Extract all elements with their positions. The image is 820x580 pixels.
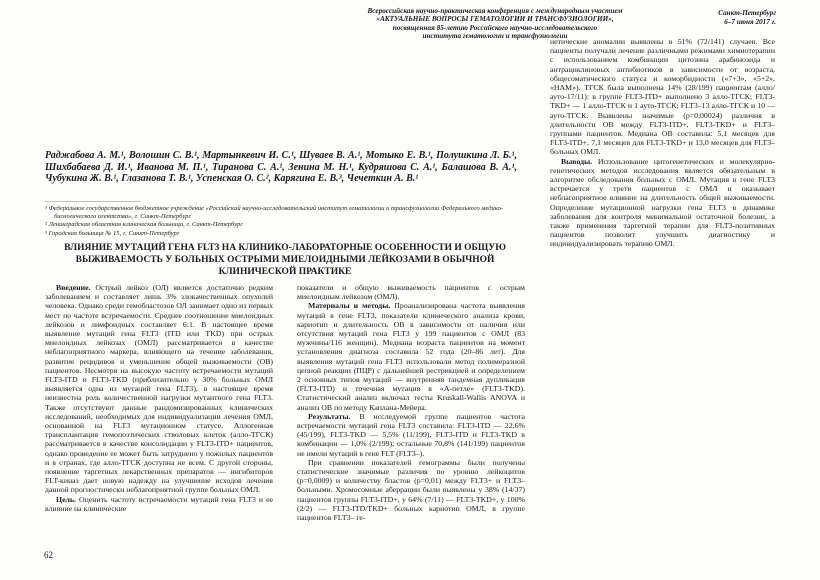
- conference-header-line: института гематологии и трансфузиологии: [422, 32, 568, 41]
- text-column-1: [45, 283, 273, 565]
- conference-place-date: [680, 9, 776, 27]
- section-lead-conclusions: Выводы.: [561, 156, 593, 166]
- abstract-title: ВЛИЯНИЕ МУТАЦИЙ ГЕНА FLT3 НА КЛИНИКО-ЛАБОРАТОРНЫЕ ОСОБЕННОСТИ И ОБЩУЮ ВЫЖИВАЕМОСТЬ У БОЛЬНЫХ ОСТРЫМИ МИЕЛОИДНЫМИ ЛЕЙКОЗАМИ В ОБЫЧНОЙ КЛИНИЧЕСКОЙ ПРАКТИКЕ: [64, 243, 506, 277]
- paragraph-text: Оценить частоту встречаемости мутаций гена FLT3 и ее влияние на клинические: [45, 494, 273, 513]
- section-lead-introduction: Введение.: [56, 283, 91, 292]
- paragraph-text: Использование цитогенетических и молекулярно-генетических методов исследования является обязательным в алгоритме обследования больных с ОМЛ. Мутация в гене FLT3 встречается у трети пациентов с ОМЛ и оказывает неблагоприятное влияние на длительность общей выживаемости. Определение мутационной нагрузки гена FLT3 в динамике заболевания для контроля минимальной остаточной болезни, а также применения таргетной терапии для FLT3-позитивных пациентов позволит улучшить диагностику и индивидуализировать терапию ОМЛ.: [550, 156, 775, 249]
- paragraph-text: При сравнении показателей гемограммы были получены статистические значимые различия по уровню лейкоцитов (p=0,0009) и количеству бластов (p=0,01) между FLT3+ и FLT3– больными. Хромосомные аберрации были выявлены у 38% (14/37) пациентов группы FLT3-ITD+, у 64% (7/11) — FLT3-TKD+, у 100% (2/2) — FLT3-ITD/TKD+ больных кариотип ОМЛ, в группе пациентов FLT3– ге-: [297, 457, 525, 523]
- paragraph-text: Проанализирована частота выявления мутаций в гене FLT3, показатели клинического анализа крови, кариотип и длительность ОВ в зависимости от наличия или отсутствия мутаций гена FLT3 у 199 пациентов с ОМЛ (83 мужчины/116 женщин). Медиана возраста пациентов на момент установления диагноза составила 52 года (20–86 лет). Для выявления мутаций гена FLT3 использовали метод полимеразной цепной реакции (ПЦР) с дальнейшей рестрикцией и определением 2 основных типов мутаций — внутренняя тандемная дупликация (FLT3-ITD) и точечная мутация в «А-петле» (FLT3-TKD). Статистический анализ включал тесты Kruskall-Wallis ANOVA и анализ ОВ по методу Каплана-Мейера.: [297, 301, 525, 412]
- paragraph-results: [297, 412, 525, 458]
- conference-header-line: «АКТУАЛЬНЫЕ ВОПРОСЫ ГЕМАТОЛОГИИ И ТРАНСФУЗИОЛОГИИ»,: [376, 15, 614, 24]
- conference-header-line: Всероссийская научно-практическая конференция с международным участием: [367, 7, 623, 15]
- conference-place: Санкт-Петербург: [718, 9, 776, 17]
- conference-header: [300, 7, 690, 41]
- section-lead-results: Результаты.: [308, 411, 351, 421]
- affiliations: [45, 205, 517, 238]
- page-number: 62: [44, 550, 53, 560]
- paragraph-results-continued: [550, 37, 775, 157]
- paragraph-text: показатели и общую выживаемость пациентов с острым миелоидным лейкозом (ОМЛ).: [297, 283, 525, 302]
- affiliation-1: ¹ Федеральное государственное бюджетное учреждение «Российский научно-исследовательский институт гематологии и трансфузиологии Федерального медико-биологического агентства», г. Санкт-Петербург: [45, 205, 503, 220]
- authors-list: Раджабова А. М.¹, Волошин С. В.¹, Мартынкевич И. С.¹, Шуваев В. А.¹, Мотыко Е. В.¹, Полушкина Л. Б.¹, Шихбабаева Д. И.¹, Иванова М. П.¹, Тиранова С. А.¹, Зенина М. Н.¹, Кудряшова С. А.¹, Балашова В. А.¹, Чубукина Ж. В.¹, Глазанова Т. В.¹, Успенская О. С.², Карягина Е. В.³, Чечеткин А. В.¹: [45, 150, 517, 185]
- paragraph-results-2: [297, 458, 525, 522]
- footnote-rule: [45, 201, 141, 202]
- text-column-3: [550, 37, 775, 249]
- paragraph-text: Острый лейкоз (ОЛ) является достаточно редким заболеванием и составляет лишь 3% злокачественных опухолей человека. Однако среди гемобластозов ОЛ занимает одно из первых мест по частоте встречаемости. Среднее соотношение миелоидных лейкозов и лимфоидных составляет 6:1. В настоящее время выявление мутаций гена FLT3 (ITD или TKD) при острых миелоидных лейкозах (ОМЛ) рассматривается в качестве неблагоприятного маркера, влияющего на течение заболевания, развитие рецидивов и уменьшение общей выживаемости (ОВ) пациентов. Несмотря на высокую частоту встречаемости мутаций FLT3-ITD и FLT3-TKD (приблизительно у 30% больных ОМЛ выявляется одна из мутаций гена FLT3), в настоящее время неизвестна роль количественной нагрузки мутантного гена FLT3. Также отсутствуют данные рандомизированных клинических исследований, необходимых для индивидуализации лечения ОМЛ, основанной на FLT3 мутационном статусе. Аллогенная трансплантация гемопоэтических стволовых клеток (алло-ТГСК) рассматривается в качестве консолидации у FLT3-ITD+ пациентов, однако проведение ее может быть затруднено у пожилых пациентов и в странах, где алло-ТГСК доступна не всем. С другой стороны, появление таргетных лекарственных препаратов — ингибиторов FLT-киназ дает новую надежду на улучшение исходов лечения данной прогностически неблагоприятной группе больных ОМЛ.: [45, 283, 273, 495]
- conference-header-line: посвященная 85-летию Российского научно-исследовательского: [392, 23, 598, 32]
- text-column-2: [297, 283, 525, 565]
- affiliation-3: ³ Городская больница № 15, г. Санкт-Петербург: [45, 229, 180, 237]
- section-lead-aim: Цель.: [56, 494, 76, 504]
- conference-date: 6–7 июня 2017 г.: [724, 17, 776, 26]
- paragraph-introduction: [45, 283, 273, 495]
- paragraph-aim: [45, 495, 273, 513]
- paragraph-materials-methods: [297, 301, 525, 411]
- section-lead-materials: Материалы и методы.: [308, 301, 391, 311]
- affiliation-2: ² Ленинградская областная клиническая больница, г. Санкт-Петербург: [45, 221, 243, 229]
- paragraph-text: В исследуемой группе пациентов частота встречаемости мутаций гена FLT3 составила: FLT3-ITD — 22,6% (45/199), FLT3-TKD — 5,5% (11/199), FLT3-ITD и FLT3-TKD в комбинации — 1,0% (2/199); остальные 70,8% (141/199) пациентов не имели мутаций в гене FLT (FLT3–).: [297, 411, 525, 458]
- paragraph-text: нетические аномалии выявлены в 51% (72/141) случаев. Все пациенты получали лечение различными режимами химиотерапии с использованием комбинации цитозина арабинозида и антрациклиновых антибиотиков в зависимости от возраста, общесоматического статуса и коморбидности («7+3», «5+2», «HAM»). ТГСК была выполнена 14% (28/199) пациентам (алло/ауто-17/11): в группе FLT3-ITD+ выполнено 3 алло-ТГСК; FLT3-TKD+ — 1 алло-ТГСК и 1 ауто-ТГСК; FLT3–13 алло-ТГСК и 10 — ауто-ТГСК. Выявлены значимые (p=0,00024) различия в длительности ОВ между FLT3-ITD+, FLT3-TKD+ и FLT3– группами пациентов. Медиана ОВ составила: 5,1 месяцев для FLT3-ITD+, 7,1 месяцев для FLT3-TKD+ и 13,0 месяцев для FLT3– больных ОМЛ.: [550, 37, 775, 157]
- paragraph-aim-continued: [297, 283, 525, 301]
- paragraph-conclusions: [550, 157, 775, 249]
